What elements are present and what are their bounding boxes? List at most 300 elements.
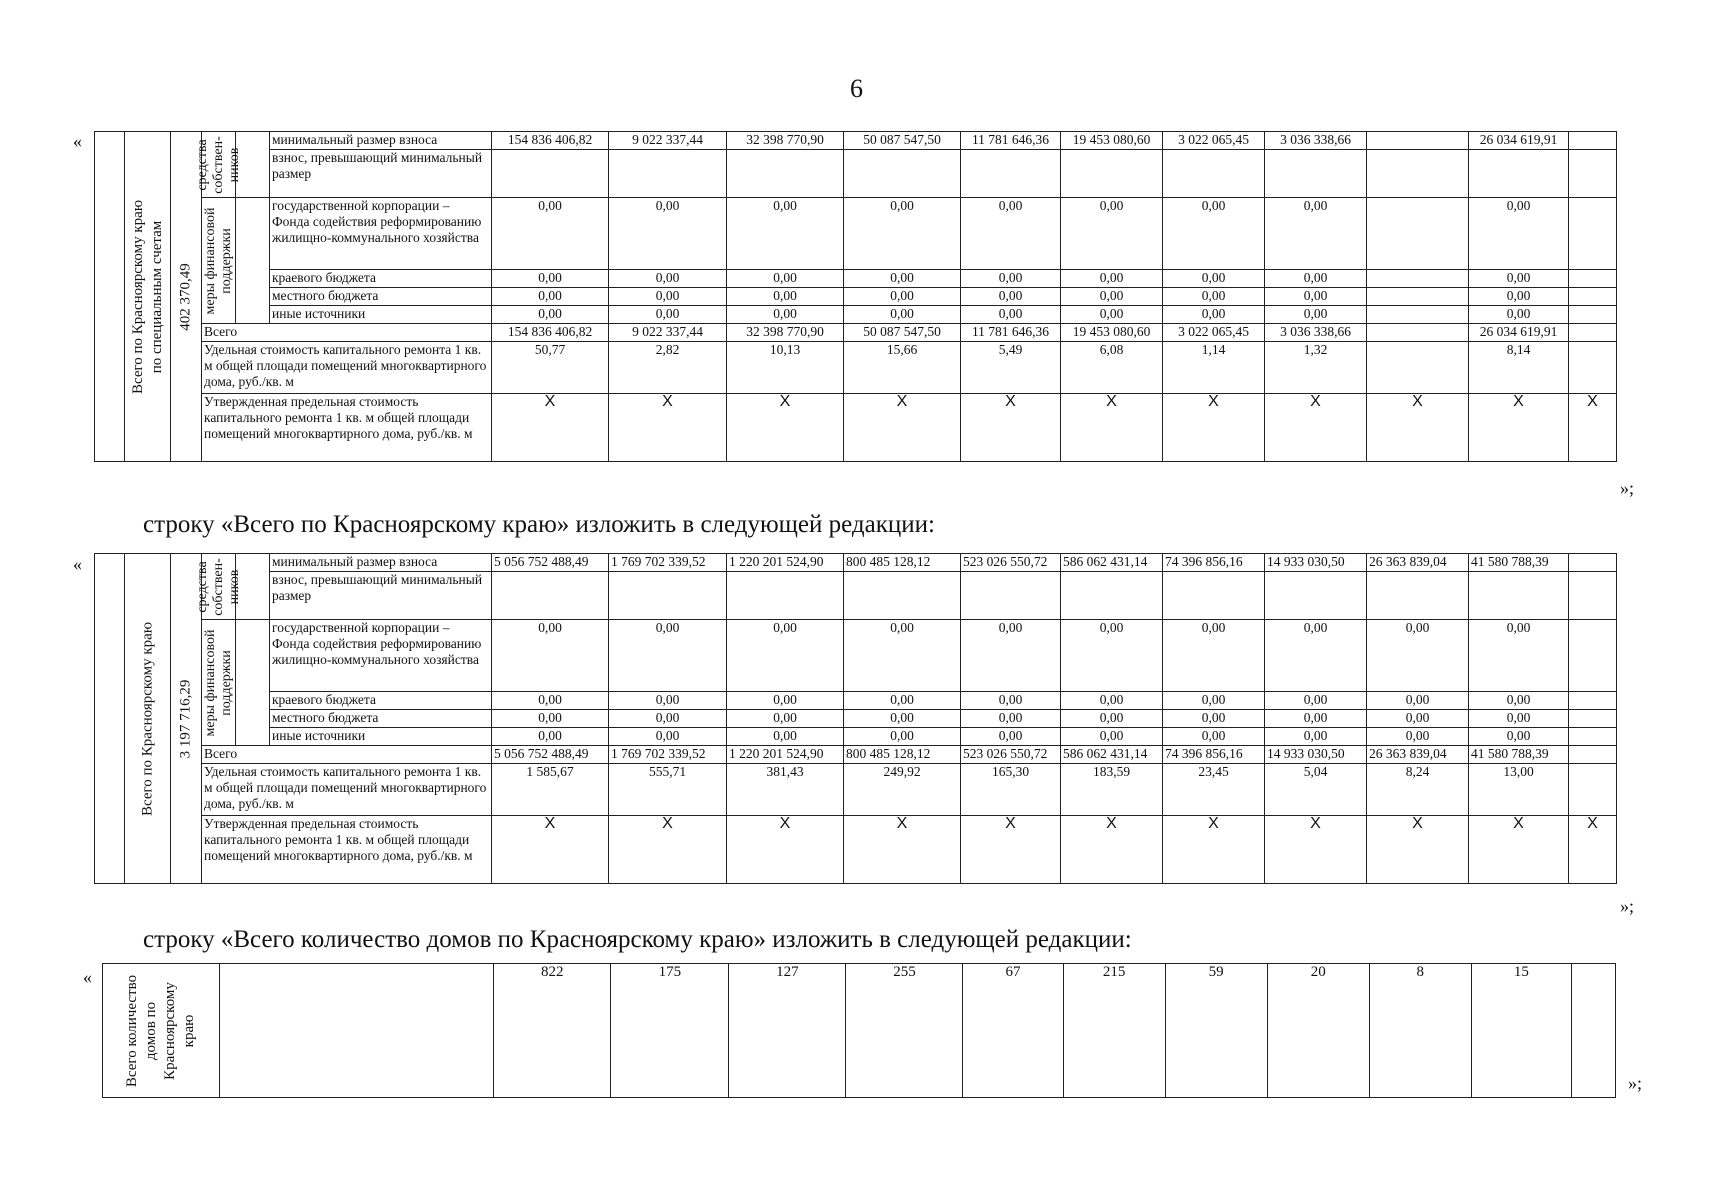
house-count-cell: 8 bbox=[1369, 964, 1471, 1098]
support-label-line: поддержки bbox=[218, 227, 234, 294]
empty-cell bbox=[1569, 150, 1617, 198]
house-count-title-line: краю bbox=[181, 1014, 198, 1047]
support-label-text bbox=[203, 207, 235, 314]
x-mark-cell bbox=[492, 816, 609, 884]
x-mark-cell bbox=[961, 394, 1061, 462]
x-mark: X bbox=[1106, 393, 1117, 410]
empty-cell bbox=[1469, 572, 1569, 620]
zero-value-cell: 0,00 bbox=[1163, 306, 1265, 324]
empty-cell bbox=[1163, 572, 1265, 620]
value-cell: 15,66 bbox=[844, 342, 961, 394]
table-row bbox=[95, 342, 1617, 394]
x-mark: X bbox=[779, 393, 791, 410]
support-label-line: меры финансовой bbox=[202, 629, 218, 736]
zero-value-cell: 0,00 bbox=[1163, 620, 1265, 692]
regional-budget-label: краевого бюджета bbox=[270, 692, 492, 710]
zero-value-cell: 0,00 bbox=[844, 692, 961, 710]
zero-value-cell: 0,00 bbox=[727, 728, 844, 746]
zero-value-cell: 0,00 bbox=[1265, 692, 1367, 710]
table-row bbox=[103, 964, 1616, 1098]
other-sources-label: иные источники bbox=[270, 306, 492, 324]
zero-value-cell: 0,00 bbox=[492, 288, 609, 306]
table-row bbox=[95, 572, 1617, 620]
value-cell bbox=[1367, 132, 1469, 150]
zero-value-cell: 0,00 bbox=[1061, 270, 1163, 288]
value-cell: 50,77 bbox=[492, 342, 609, 394]
house-count-cell: 175 bbox=[611, 964, 729, 1098]
zero-value-cell: 0,00 bbox=[1163, 288, 1265, 306]
zero-value-cell: 0,00 bbox=[727, 198, 844, 270]
zero-value-cell: 0,00 bbox=[1265, 728, 1367, 746]
zero-value-cell: 0,00 bbox=[1469, 620, 1569, 692]
x-mark: X bbox=[1587, 393, 1598, 410]
value-cell: 10,13 bbox=[727, 342, 844, 394]
empty-cell bbox=[961, 572, 1061, 620]
x-mark-cell bbox=[1265, 394, 1367, 462]
value-cell: 555,71 bbox=[609, 764, 727, 816]
empty-cell bbox=[1569, 710, 1617, 728]
x-mark-cell bbox=[1265, 816, 1367, 884]
own-funds-label bbox=[194, 554, 242, 620]
zero-value-cell: 0,00 bbox=[961, 270, 1061, 288]
value-cell: 26 363 839,04 bbox=[1367, 746, 1469, 764]
support-label-text bbox=[203, 629, 235, 736]
zero-value-cell: 0,00 bbox=[1265, 620, 1367, 692]
zero-value-cell: 0,00 bbox=[609, 692, 727, 710]
table-row bbox=[95, 764, 1617, 816]
table-house-count bbox=[102, 963, 1616, 1098]
zero-value-cell: 0,00 bbox=[727, 306, 844, 324]
value-cell bbox=[1569, 764, 1617, 816]
house-count-cell: 15 bbox=[1471, 964, 1571, 1098]
zero-value-cell: 0,00 bbox=[844, 728, 961, 746]
x-mark: X bbox=[1310, 393, 1321, 410]
zero-value-cell: 0,00 bbox=[492, 306, 609, 324]
value-cell: 50 087 547,50 bbox=[844, 132, 961, 150]
zero-value-cell: 0,00 bbox=[1469, 306, 1569, 324]
house-count-title bbox=[103, 964, 220, 1098]
empty-cell bbox=[1367, 572, 1469, 620]
value-cell bbox=[1569, 554, 1617, 572]
x-mark: X bbox=[779, 815, 791, 832]
x-mark: X bbox=[1106, 815, 1117, 832]
zero-value-cell: 0,00 bbox=[1469, 692, 1569, 710]
x-mark-cell bbox=[609, 394, 727, 462]
zero-value-cell: 0,00 bbox=[1265, 198, 1367, 270]
zero-value-cell: 0,00 bbox=[1163, 728, 1265, 746]
x-mark: X bbox=[1412, 393, 1423, 410]
zero-value-cell: 0,00 bbox=[961, 710, 1061, 728]
value-cell: 5 056 752 488,49 bbox=[492, 746, 609, 764]
x-mark: X bbox=[662, 815, 673, 832]
row-title-cell-line: Всего по Красноярскому краю bbox=[139, 621, 155, 816]
value-cell: 14 933 030,50 bbox=[1265, 554, 1367, 572]
x-mark: X bbox=[1208, 393, 1219, 410]
zero-value-cell: 0,00 bbox=[492, 620, 609, 692]
zero-value-cell: 0,00 bbox=[492, 728, 609, 746]
empty-cell bbox=[1367, 306, 1469, 324]
zero-value-cell: 0,00 bbox=[844, 620, 961, 692]
value-cell: 523 026 550,72 bbox=[961, 746, 1061, 764]
zero-value-cell: 0,00 bbox=[1265, 270, 1367, 288]
zero-value-cell: 0,00 bbox=[1367, 620, 1469, 692]
house-count-cell: 20 bbox=[1267, 964, 1369, 1098]
table-row bbox=[95, 554, 1617, 572]
value-cell: 50 087 547,50 bbox=[844, 324, 961, 342]
table-total-region bbox=[94, 553, 1617, 884]
empty-cell bbox=[492, 572, 609, 620]
empty-cell bbox=[844, 150, 961, 198]
own-funds-label-line: средства bbox=[194, 560, 210, 613]
x-mark-cell bbox=[1061, 394, 1163, 462]
unit-cost-label: Удельная стоимость капитального ремонта 1 кв. м общей площади помещений многоквартирного дома, руб./кв. м bbox=[202, 342, 492, 394]
value-cell: 381,43 bbox=[727, 764, 844, 816]
total-label: Всего bbox=[202, 324, 492, 342]
empty-label-cell bbox=[220, 964, 494, 1098]
zero-value-cell: 0,00 bbox=[961, 692, 1061, 710]
row-title-cell-line: Всего по Красноярскому краю bbox=[129, 199, 146, 394]
value-cell: 3 036 338,66 bbox=[1265, 132, 1367, 150]
table-row bbox=[95, 270, 1617, 288]
value-cell: 800 485 128,12 bbox=[844, 746, 961, 764]
zero-value-cell: 0,00 bbox=[1061, 728, 1163, 746]
zero-value-cell: 0,00 bbox=[727, 692, 844, 710]
empty-cell bbox=[844, 572, 961, 620]
empty-cell bbox=[1061, 572, 1163, 620]
value-cell bbox=[1367, 324, 1469, 342]
zero-value-cell: 0,00 bbox=[1061, 288, 1163, 306]
value-cell: 586 062 431,14 bbox=[1061, 746, 1163, 764]
unit-cost-label: Удельная стоимость капитального ремонта 1 кв. м общей площади помещений многоквартирного дома, руб./кв. м bbox=[202, 764, 492, 816]
zero-value-cell: 0,00 bbox=[1469, 728, 1569, 746]
empty-cell bbox=[1569, 198, 1617, 270]
table-row bbox=[95, 816, 1617, 884]
house-count-title-line: Красноярскому bbox=[162, 981, 179, 1080]
zero-value-cell: 0,00 bbox=[1469, 270, 1569, 288]
zero-value-cell: 0,00 bbox=[1469, 710, 1569, 728]
value-cell: 23,45 bbox=[1163, 764, 1265, 816]
value-cell bbox=[1569, 324, 1617, 342]
value-cell: 1 585,67 bbox=[492, 764, 609, 816]
x-mark-cell bbox=[727, 816, 844, 884]
value-cell: 3 036 338,66 bbox=[1265, 324, 1367, 342]
row-title-cell bbox=[125, 132, 171, 462]
x-mark: X bbox=[1005, 393, 1016, 410]
house-count-title-line: Всего количество bbox=[124, 974, 141, 1087]
table-row bbox=[95, 198, 1617, 270]
value-cell: 19 453 080,60 bbox=[1061, 132, 1163, 150]
x-mark-cell bbox=[1469, 816, 1569, 884]
x-mark-cell bbox=[1163, 816, 1265, 884]
zero-value-cell: 0,00 bbox=[1163, 692, 1265, 710]
value-cell: 154 836 406,82 bbox=[492, 324, 609, 342]
zero-value-cell: 0,00 bbox=[1265, 288, 1367, 306]
house-count-cell: 822 bbox=[494, 964, 611, 1098]
own-funds-label-line: собствен- bbox=[210, 557, 226, 616]
zero-value-cell: 0,00 bbox=[492, 692, 609, 710]
zero-value-cell: 0,00 bbox=[1061, 620, 1163, 692]
support-label-line: меры финансовой bbox=[202, 207, 218, 314]
zero-value-cell: 0,00 bbox=[609, 306, 727, 324]
own-funds-label-text bbox=[195, 136, 243, 194]
house-count-title-line: домов по bbox=[143, 1001, 160, 1060]
zero-value-cell: 0,00 bbox=[844, 306, 961, 324]
x-mark-cell bbox=[961, 816, 1061, 884]
house-count-cell: 127 bbox=[729, 964, 846, 1098]
limit-cost-label: Утвержденная предельная стоимость капитального ремонта 1 кв. м общей площади помещений многоквартирного дома, руб./кв. м bbox=[202, 816, 492, 884]
value-cell: 1 220 201 524,90 bbox=[727, 554, 844, 572]
value-cell: 41 580 788,39 bbox=[1469, 554, 1569, 572]
x-mark-cell bbox=[1469, 394, 1569, 462]
value-cell: 11 781 646,36 bbox=[961, 324, 1061, 342]
value-cell: 154 836 406,82 bbox=[492, 132, 609, 150]
house-count-cell: 215 bbox=[1063, 964, 1165, 1098]
value-cell: 32 398 770,90 bbox=[727, 324, 844, 342]
empty-cell bbox=[1163, 150, 1265, 198]
value-cell: 5 056 752 488,49 bbox=[492, 554, 609, 572]
state-corp-label: государственной корпорации – Фонда содействия реформированию жилищно-коммунального хозяйства bbox=[270, 620, 492, 692]
zero-value-cell: 0,00 bbox=[961, 288, 1061, 306]
value-cell: 3 022 065,45 bbox=[1163, 324, 1265, 342]
area-cell-line: 3 197 716,29 bbox=[177, 679, 194, 758]
support-label bbox=[202, 620, 236, 746]
table-row bbox=[95, 324, 1617, 342]
zero-value-cell: 0,00 bbox=[1163, 198, 1265, 270]
zero-value-cell: 0,00 bbox=[1367, 728, 1469, 746]
empty-cell bbox=[492, 150, 609, 198]
x-mark: X bbox=[896, 815, 908, 832]
zero-value-cell: 0,00 bbox=[609, 270, 727, 288]
value-cell: 2,82 bbox=[609, 342, 727, 394]
empty-cell bbox=[1367, 288, 1469, 306]
table-row bbox=[95, 692, 1617, 710]
x-mark: X bbox=[1513, 393, 1524, 410]
zero-value-cell: 0,00 bbox=[609, 728, 727, 746]
x-mark-cell bbox=[1569, 816, 1617, 884]
empty-cell bbox=[961, 150, 1061, 198]
value-cell: 3 022 065,45 bbox=[1163, 132, 1265, 150]
other-sources-label: иные источники bbox=[270, 728, 492, 746]
value-cell: 9 022 337,44 bbox=[609, 324, 727, 342]
value-cell: 586 062 431,14 bbox=[1061, 554, 1163, 572]
over-min-label: взнос, превышающий минимальный размер bbox=[270, 572, 492, 620]
x-mark: X bbox=[662, 393, 673, 410]
empty-cell bbox=[1265, 150, 1367, 198]
empty-cell bbox=[1367, 270, 1469, 288]
table-row bbox=[95, 746, 1617, 764]
row-title-cell-text bbox=[129, 199, 167, 393]
local-budget-label: местного бюджета bbox=[270, 288, 492, 306]
own-funds-label-line: средства bbox=[194, 138, 210, 191]
empty-cell bbox=[1569, 288, 1617, 306]
value-cell: 523 026 550,72 bbox=[961, 554, 1061, 572]
own-funds-label bbox=[194, 132, 242, 198]
table-row bbox=[95, 620, 1617, 692]
value-cell: 165,30 bbox=[961, 764, 1061, 816]
zero-value-cell: 0,00 bbox=[492, 270, 609, 288]
x-mark: X bbox=[544, 815, 556, 832]
row-title-cell-line: по специальным счетам bbox=[148, 220, 165, 373]
x-mark: X bbox=[1310, 815, 1321, 832]
row-title-cell bbox=[125, 554, 171, 884]
table-row bbox=[95, 394, 1617, 462]
zero-value-cell: 0,00 bbox=[1367, 710, 1469, 728]
value-cell bbox=[1367, 342, 1469, 394]
own-funds-label-text bbox=[195, 558, 243, 616]
x-mark-cell bbox=[727, 394, 844, 462]
zero-value-cell: 0,00 bbox=[1061, 198, 1163, 270]
value-cell bbox=[1569, 342, 1617, 394]
zero-value-cell: 0,00 bbox=[727, 270, 844, 288]
x-mark: X bbox=[1005, 815, 1016, 832]
zero-value-cell: 0,00 bbox=[844, 270, 961, 288]
zero-value-cell: 0,00 bbox=[844, 288, 961, 306]
value-cell: 5,49 bbox=[961, 342, 1061, 394]
value-cell: 26 034 619,91 bbox=[1469, 132, 1569, 150]
table-row bbox=[95, 710, 1617, 728]
zero-value-cell: 0,00 bbox=[1367, 692, 1469, 710]
zero-value-cell: 0,00 bbox=[1163, 710, 1265, 728]
quote-close-3: »; bbox=[1628, 1073, 1643, 1093]
house-count-cell bbox=[1571, 964, 1615, 1098]
house-count-cell: 59 bbox=[1165, 964, 1267, 1098]
support-empty bbox=[236, 620, 270, 746]
value-cell: 26 363 839,04 bbox=[1367, 554, 1469, 572]
empty-cell bbox=[1569, 620, 1617, 692]
zero-value-cell: 0,00 bbox=[492, 198, 609, 270]
zero-value-cell: 0,00 bbox=[609, 288, 727, 306]
zero-value-cell: 0,00 bbox=[727, 288, 844, 306]
row-title-cell-text bbox=[138, 621, 157, 815]
value-cell: 11 781 646,36 bbox=[961, 132, 1061, 150]
zero-value-cell: 0,00 bbox=[1469, 288, 1569, 306]
table-row bbox=[95, 728, 1617, 746]
value-cell: 74 396 856,16 bbox=[1163, 746, 1265, 764]
zero-value-cell: 0,00 bbox=[961, 198, 1061, 270]
x-mark-cell bbox=[1061, 816, 1163, 884]
value-cell: 14 933 030,50 bbox=[1265, 746, 1367, 764]
x-mark-cell bbox=[609, 816, 727, 884]
empty-cell bbox=[727, 572, 844, 620]
zero-value-cell: 0,00 bbox=[844, 198, 961, 270]
zero-value-cell: 0,00 bbox=[1469, 198, 1569, 270]
local-budget-label: местного бюджета bbox=[270, 710, 492, 728]
min-fee-label: минимальный размер взноса bbox=[270, 132, 492, 150]
area-cell-line: 402 370,49 bbox=[177, 262, 194, 331]
state-corp-label: государственной корпорации – Фонда содействия реформированию жилищно-коммунального хозяйства bbox=[270, 198, 492, 270]
value-cell: 9 022 337,44 bbox=[609, 132, 727, 150]
empty-cell bbox=[1569, 692, 1617, 710]
table-row bbox=[95, 306, 1617, 324]
empty-margin-cell bbox=[95, 554, 125, 884]
x-mark-cell bbox=[1367, 394, 1469, 462]
value-cell: 74 396 856,16 bbox=[1163, 554, 1265, 572]
table-total-special-accounts bbox=[94, 131, 1617, 462]
value-cell: 6,08 bbox=[1061, 342, 1163, 394]
value-cell: 19 453 080,60 bbox=[1061, 324, 1163, 342]
zero-value-cell: 0,00 bbox=[961, 728, 1061, 746]
table-row bbox=[95, 132, 1617, 150]
own-funds-label-line: собствен- bbox=[210, 135, 226, 194]
zero-value-cell: 0,00 bbox=[609, 710, 727, 728]
page-number: 6 bbox=[850, 74, 863, 103]
value-cell: 41 580 788,39 bbox=[1469, 746, 1569, 764]
x-mark-cell bbox=[844, 394, 961, 462]
regional-budget-label: краевого бюджета bbox=[270, 270, 492, 288]
value-cell: 1 220 201 524,90 bbox=[727, 746, 844, 764]
empty-cell bbox=[609, 150, 727, 198]
table-row bbox=[95, 288, 1617, 306]
own-funds-label-line: ников bbox=[226, 147, 242, 182]
empty-cell bbox=[1569, 306, 1617, 324]
value-cell: 8,24 bbox=[1367, 764, 1469, 816]
min-fee-label: минимальный размер взноса bbox=[270, 554, 492, 572]
house-count-title-text bbox=[123, 974, 199, 1086]
support-label bbox=[202, 198, 236, 324]
zero-value-cell: 0,00 bbox=[961, 620, 1061, 692]
x-mark: X bbox=[1587, 815, 1598, 832]
x-mark-cell bbox=[492, 394, 609, 462]
own-funds-label-line: ников bbox=[226, 569, 242, 604]
x-mark: X bbox=[1208, 815, 1219, 832]
quote-close-2: »; bbox=[1620, 896, 1635, 916]
value-cell: 5,04 bbox=[1265, 764, 1367, 816]
empty-cell bbox=[1061, 150, 1163, 198]
zero-value-cell: 0,00 bbox=[727, 620, 844, 692]
empty-cell bbox=[609, 572, 727, 620]
value-cell: 26 034 619,91 bbox=[1469, 324, 1569, 342]
zero-value-cell: 0,00 bbox=[844, 710, 961, 728]
quote-open-1: « bbox=[73, 131, 82, 151]
empty-margin-cell bbox=[95, 132, 125, 462]
x-mark-cell bbox=[1367, 816, 1469, 884]
zero-value-cell: 0,00 bbox=[727, 710, 844, 728]
total-label: Всего bbox=[202, 746, 492, 764]
value-cell bbox=[1569, 746, 1617, 764]
value-cell: 249,92 bbox=[844, 764, 961, 816]
x-mark: X bbox=[1412, 815, 1423, 832]
quote-close-1: »; bbox=[1620, 478, 1635, 498]
value-cell: 32 398 770,90 bbox=[727, 132, 844, 150]
x-mark: X bbox=[1513, 815, 1524, 832]
house-count-cell: 255 bbox=[846, 964, 963, 1098]
support-label-line: поддержки bbox=[218, 649, 234, 716]
area-cell-text bbox=[177, 263, 196, 331]
value-cell: 13,00 bbox=[1469, 764, 1569, 816]
zero-value-cell: 0,00 bbox=[1265, 710, 1367, 728]
empty-cell bbox=[1569, 572, 1617, 620]
x-mark-cell bbox=[1569, 394, 1617, 462]
value-cell: 183,59 bbox=[1061, 764, 1163, 816]
empty-cell bbox=[1469, 150, 1569, 198]
zero-value-cell: 0,00 bbox=[1163, 270, 1265, 288]
zero-value-cell: 0,00 bbox=[492, 710, 609, 728]
zero-value-cell: 0,00 bbox=[609, 198, 727, 270]
value-cell: 800 485 128,12 bbox=[844, 554, 961, 572]
value-cell: 1,32 bbox=[1265, 342, 1367, 394]
instruction-heading-1: строку «Всего по Красноярскому краю» изложить в следующей редакции: bbox=[143, 511, 935, 538]
empty-cell bbox=[1569, 270, 1617, 288]
value-cell: 8,14 bbox=[1469, 342, 1569, 394]
empty-cell bbox=[1569, 728, 1617, 746]
house-count-cell: 67 bbox=[963, 964, 1063, 1098]
empty-cell bbox=[727, 150, 844, 198]
zero-value-cell: 0,00 bbox=[1061, 710, 1163, 728]
zero-value-cell: 0,00 bbox=[961, 306, 1061, 324]
quote-open-2: « bbox=[73, 554, 82, 574]
x-mark-cell bbox=[1163, 394, 1265, 462]
empty-cell bbox=[1367, 198, 1469, 270]
